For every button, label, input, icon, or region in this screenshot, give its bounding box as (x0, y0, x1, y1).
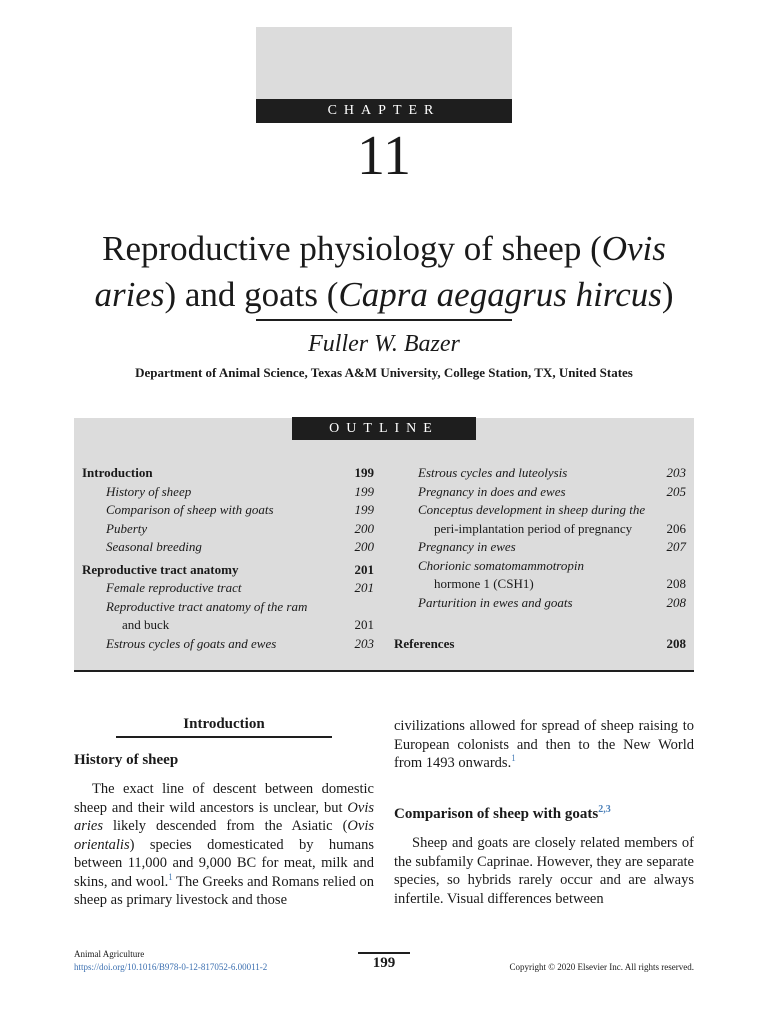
subsection-heading-history: History of sheep (74, 752, 179, 768)
outline-entry[interactable] (82, 464, 374, 483)
outline-entry-page: 199 (354, 465, 374, 480)
outline-entry-title: Chorionic somatomammotropin (418, 557, 584, 573)
outline-entry[interactable] (394, 594, 686, 613)
subsection-heading-comparison: Comparison of sheep with goats$^{2,3}$ (394, 804, 611, 822)
outline-entry-page: 208 (666, 635, 686, 651)
outline-entry-page: 199 (354, 483, 374, 499)
outline-bottom-rule (74, 670, 694, 672)
outline-entry-page: 203 (666, 465, 686, 480)
citation-link[interactable]: 1 (168, 871, 173, 882)
outline-entry-title: Reproductive tract anatomy of the ram (106, 598, 308, 614)
outline-entry-page: 206 (666, 520, 686, 536)
outline-entry[interactable] (82, 579, 374, 598)
outline-entry[interactable] (394, 557, 686, 576)
outline-entry-title: Conceptus development in sheep during the (418, 502, 646, 517)
outline-entry-page: 201 (354, 617, 374, 632)
outline-entry-page: 200 (354, 520, 374, 536)
chapter-title: Reproductive physiology of sheep (Ovis aries) and goats (Capra aegagrus hircus) (94, 229, 674, 314)
outline-entry-title: Pregnancy in ewes (418, 539, 516, 554)
outline-entry-page: 205 (666, 483, 686, 499)
outline-left-column (82, 464, 374, 653)
outline-entry[interactable] (394, 520, 686, 539)
outline-entry[interactable] (394, 635, 686, 654)
outline-entry[interactable] (82, 616, 374, 635)
outline-entry[interactable] (394, 464, 686, 483)
outline-entry-title: Puberty (106, 520, 148, 536)
outline-entry[interactable] (82, 538, 374, 557)
outline-entry (394, 612, 686, 631)
chapter-label: CHAPTER (256, 99, 512, 123)
outline-entry-page: 208 (666, 576, 686, 591)
outline-entry-page: 208 (666, 594, 686, 610)
paragraph-comparison: Sheep and goats are closely related members of the subfamily Caprinae. However, they are separate species, so hybrids rarely occur and are always infertile. Visual differences between (394, 835, 694, 907)
outline-entry[interactable] (394, 575, 686, 594)
outline-entry[interactable] (394, 483, 686, 502)
author-name: Fuller W. Bazer (308, 331, 460, 357)
outline-entry-page: 207 (666, 539, 686, 554)
chapter-number: 11 (357, 125, 411, 187)
outline-entry-page: 201 (354, 561, 374, 577)
outline-entry-title: Female reproductive tract (106, 580, 242, 595)
outline-entry-title: Reproductive tract anatomy (82, 561, 239, 577)
outline-entry[interactable] (394, 501, 686, 520)
footer-page-rule (358, 952, 410, 954)
footer-doi-link[interactable]: https://doi.org/10.1016/B978-0-12-817052-6.00011-2 (74, 962, 268, 972)
paragraph-history: The exact line of descent between domestic sheep and their wild ancestors is unclear, but Ovis aries likely descended from the Asiatic (Ovis orientalis) species domesticated by humans between 11,000 and 9,000 BC for meat, milk and skins, and wool.$^1$ The Greeks and Romans relied on sheep as primary livestock and those (74, 781, 374, 908)
outline-entry[interactable] (82, 501, 374, 520)
outline-entry-title: peri-implantation period of pregnancy (434, 520, 633, 536)
author-affiliation: Department of Animal Science, Texas A&M University, College Station, TX, United States (135, 365, 633, 380)
outline-entry-page: 203 (354, 635, 374, 651)
outline-entry-title: Introduction (82, 465, 153, 480)
footer-copyright: Copyright © 2020 Elsevier Inc. All rights reserved. (509, 962, 694, 972)
outline-entry-title: Pregnancy in does and ewes (418, 483, 566, 499)
citation-link[interactable]: 2,3 (598, 804, 611, 815)
section-heading-rule (116, 736, 332, 738)
outline-entry-title: History of sheep (106, 483, 192, 499)
section-heading-introduction: Introduction (183, 716, 265, 732)
outline-label: OUTLINE (292, 417, 476, 440)
footer-book-title: Animal Agriculture (74, 949, 145, 959)
outline-entry-title: hormone 1 (CSH1) (434, 576, 534, 591)
outline-entry[interactable] (82, 483, 374, 502)
outline-entry-page: 201 (354, 580, 374, 595)
outline-entry[interactable] (82, 598, 374, 617)
outline-entry-title: References (394, 635, 455, 651)
outline-entry-page: 199 (354, 502, 374, 517)
paragraph-continued: civilizations allowed for spread of sheep raising to European colonists and then to the New World from 1493 onwards.$^1$ (394, 718, 694, 771)
outline-entry-title: Estrous cycles of goats and ewes (106, 635, 277, 651)
outline-entry[interactable] (82, 635, 374, 654)
title-rule (256, 319, 512, 321)
outline-entry[interactable] (82, 561, 374, 580)
outline-entry[interactable] (82, 520, 374, 539)
outline-entry-title: Seasonal breeding (106, 539, 202, 554)
page-number: 199 (372, 955, 396, 971)
outline-entry-title: Parturition in ewes and goats (418, 594, 573, 610)
citation-link[interactable]: 1 (511, 753, 516, 764)
outline-entry-page: 200 (354, 539, 374, 554)
outline-entry[interactable] (394, 538, 686, 557)
outline-right-column (394, 464, 686, 653)
outline-entry-title: Estrous cycles and luteolysis (418, 465, 568, 480)
outline-entry-title: Comparison of sheep with goats (106, 502, 274, 517)
outline-entry-title: and buck (122, 617, 170, 632)
